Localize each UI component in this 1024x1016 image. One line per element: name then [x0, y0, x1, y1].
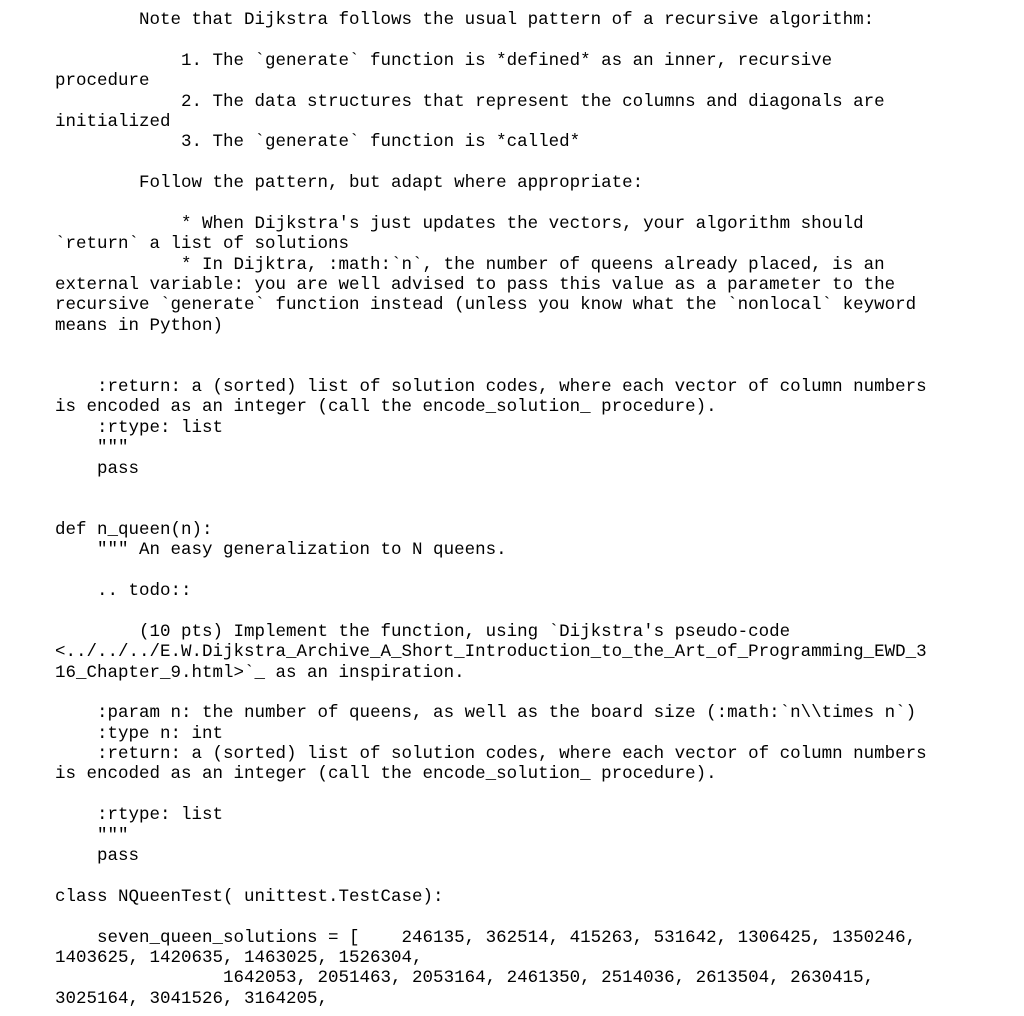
code-line: is encoded as an integer (call the encode_solution_ procedure).	[55, 764, 717, 785]
code-line: :rtype: list	[55, 805, 224, 826]
code-line: :rtype: list	[55, 417, 224, 438]
code-line: procedure	[55, 71, 150, 92]
code-line: recursive `generate` function instead (unless you know what the `nonlocal` keyword	[55, 295, 917, 316]
code-line: class NQueenTest( unittest.TestCase):	[55, 886, 444, 907]
code-line: is encoded as an integer (call the encode_solution_ procedure).	[55, 397, 717, 418]
code-line: 3. The `generate` function is *called*	[55, 132, 581, 153]
code-line: 2. The data structures that represent the columns and diagonals are	[55, 91, 885, 112]
code-line: :return: a (sorted) list of solution codes, where each vector of column numbers	[55, 377, 927, 398]
code-line	[55, 866, 955, 886]
code-line	[55, 907, 955, 927]
code-line: * In Dijktra, :math:`n`, the number of queens already placed, is an	[55, 254, 885, 275]
code-line	[55, 479, 955, 499]
code-listing	[55, 10, 955, 1009]
code-line	[55, 561, 955, 581]
code-line	[55, 601, 955, 621]
code-line: 1403625, 1420635, 1463025, 1526304,	[55, 947, 423, 968]
code-line: :param n: the number of queens, as well as the board size (:math:`n\\times n`)	[55, 703, 917, 724]
code-line: 16_Chapter_9.html>`_ as an inspiration.	[55, 662, 465, 683]
code-line: Follow the pattern, but adapt where appropriate:	[55, 173, 644, 194]
code-line: means in Python)	[55, 315, 224, 336]
code-line	[55, 785, 955, 805]
code-line: 3025164, 3041526, 3164205,	[55, 988, 329, 1009]
code-line: :type n: int	[55, 723, 224, 744]
code-line: 1. The `generate` function is *defined* as an inner, recursive	[55, 50, 833, 71]
code-line	[55, 153, 955, 173]
code-line	[55, 683, 955, 703]
code-line: `return` a list of solutions	[55, 234, 350, 255]
code-line: external variable: you are well advised to pass this value as a parameter to the	[55, 275, 896, 296]
code-line: seven_queen_solutions = [ 246135, 362514, 415263, 531642, 1306425, 1350246,	[55, 927, 917, 948]
code-line	[55, 194, 955, 214]
code-line: """ An easy generalization to N queens.	[55, 540, 507, 561]
code-line: 1642053, 2051463, 2053164, 2461350, 2514036, 2613504, 2630415,	[55, 968, 875, 989]
code-line: def n_queen(n):	[55, 519, 213, 540]
code-line: """	[55, 825, 129, 846]
code-line: pass	[55, 458, 140, 479]
code-line: pass	[55, 846, 140, 867]
code-line	[55, 30, 955, 50]
code-line: <../../../E.W.Dijkstra_Archive_A_Short_Introduction_to_the_Art_of_Programming_EWD_3	[55, 642, 927, 663]
code-line: (10 pts) Implement the function, using `Dijkstra's pseudo-code	[55, 621, 791, 642]
code-line	[55, 357, 955, 377]
code-line: * When Dijkstra's just updates the vectors, your algorithm should	[55, 213, 864, 234]
code-line: :return: a (sorted) list of solution codes, where each vector of column numbers	[55, 744, 927, 765]
code-line: Note that Dijkstra follows the usual pattern of a recursive algorithm:	[55, 10, 875, 30]
code-line: .. todo::	[55, 580, 192, 601]
code-line: initialized	[55, 111, 171, 132]
code-line	[55, 336, 955, 356]
code-line	[55, 499, 955, 519]
code-line: """	[55, 438, 129, 459]
